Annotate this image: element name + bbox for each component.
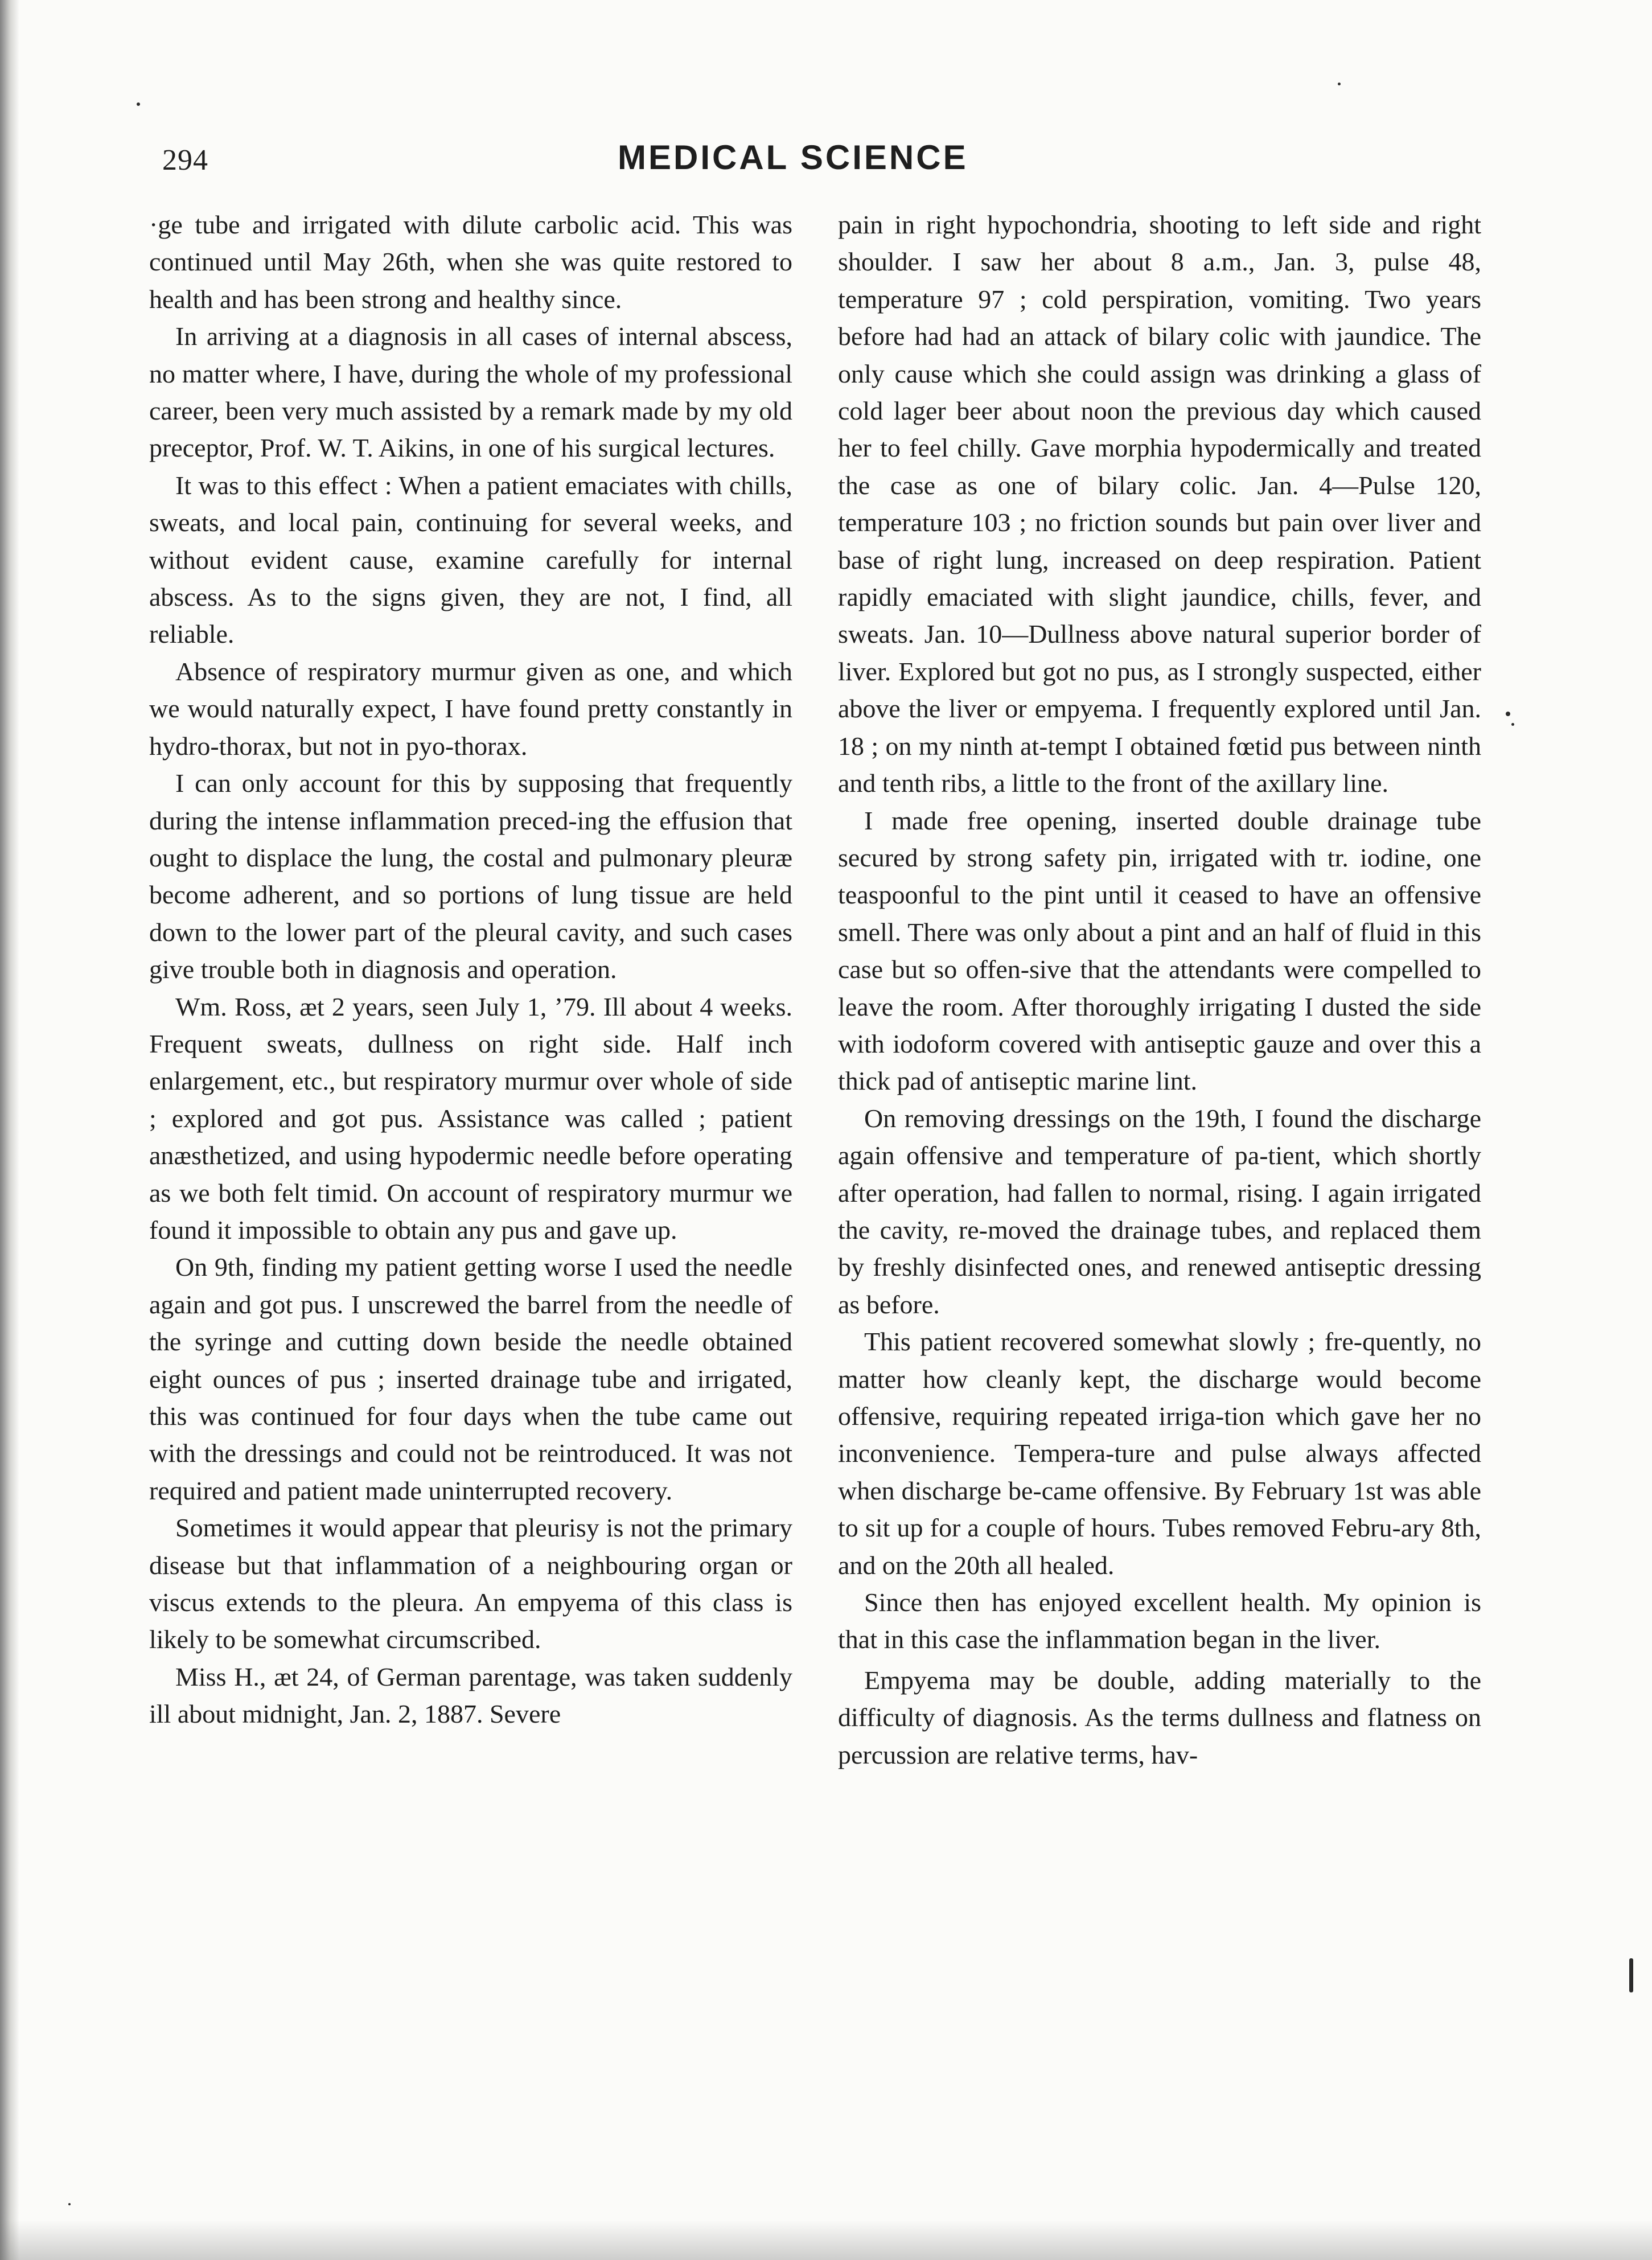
left-column: [149, 206, 792, 1733]
paragraph: I can only account for this by supposing that frequently during the intense inflammation preced-ing the effusion that ought to displace the lung, the costal and pulmonary pleuræ become adherent, and so portions of lung tissue are held down to the lower part of the pleural cavity, and such cases give trouble both in diagnosis and operation.: [149, 769, 792, 984]
paragraph: On removing dressings on the 19th, I found the discharge again offensive and temperature of pa-tient, which shortly after operation, had fallen to normal, rising. I again irrigated the cavity, re-moved the drainage tubes, and replaced them by freshly disinfected ones, and renewed antiseptic dressing as before.: [838, 1103, 1481, 1319]
binding-edge-shadow: [0, 0, 19, 2260]
scan-speck: [1511, 723, 1514, 726]
scan-speck: [1338, 83, 1341, 85]
paragraph: Wm. Ross, æt 2 years, seen July 1, ’79. Ill about 4 weeks. Frequent sweats, dullness on right side. Half inch enlargement, etc., but respiratory murmur over whole of side ; explored and got pus. Assistance was called ; patient anæsthetized, and using hypodermic needle before operating as we both felt timid. On account of respiratory murmur we found it impossible to obtain any pus and gave up.: [149, 992, 792, 1244]
right-column: [838, 206, 1481, 1773]
running-head: MEDICAL SCIENCE: [618, 138, 968, 176]
paragraph: Absence of respiratory murmur given as one, and which we would naturally expect, I have found pretty constantly in hydro-thorax, but not in pyo-thorax.: [149, 656, 792, 761]
scan-speck: [1629, 1958, 1633, 1992]
paragraph: Since then has enjoyed excellent health. My opinion is that in this case the inflammation began in the liver.: [838, 1588, 1481, 1654]
scan-speck: [68, 2203, 71, 2205]
paragraph: I made free opening, inserted double drainage tube secured by strong safety pin, irrigated with tr. iodine, one teaspoonful to the pint until it ceased to have an offensive smell. There was only about a pint and an half of fluid in this case but so offen-sive that the attendants were compelled to leave the room. After thoroughly irrigating I dusted the side with iodoform covered with antiseptic gauze and over this a thick pad of antiseptic marine lint.: [838, 806, 1481, 1096]
paragraph: In arriving at a diagnosis in all cases of internal abscess, no matter where, I have, during the whole of my professional career, been very much assisted by a remark made by my old preceptor, Prof. W. T. Aikins, in one of his surgical lectures.: [149, 322, 792, 463]
scan-speck: [137, 102, 140, 106]
paragraph: This patient recovered somewhat slowly ; fre-quently, no matter how cleanly kept, the discharge would become offensive, requiring repeated irriga-tion which gave her no inconvenience. Tempera-ture and pulse always affected when discharge be-came offensive. By February 1st was able to sit up for a couple of hours. Tubes removed Febru-ary 8th, and on the 20th all healed.: [838, 1327, 1481, 1580]
paragraph: Miss H., æt 24, of German parentage, was taken suddenly ill about midnight, Jan. 2, 1887. Severe: [149, 1662, 792, 1729]
paragraph: On 9th, finding my patient getting worse I used the needle again and got pus. I unscrewed the barrel from the needle of the syringe and cutting down beside the needle obtained eight ounces of pus ; inserted drainage tube and irrigated, this was continued for four days when the tube came out with the dressings and could not be reintroduced. It was not required and patient made uninterrupted recovery.: [149, 1252, 792, 1505]
paragraph: pain in right hypochondria, shooting to left side and right shoulder. I saw her about 8 a.m., Jan. 3, pulse 48, temperature 97 ; cold perspiration, vomiting. Two years before had had an attack of bilary colic with jaundice. The only cause which she could assign was drinking a glass of cold lager beer about noon the previous day which caused her to feel chilly. Gave morphia hypodermically and treated the case as one of bilary colic. Jan. 4—Pulse 120, temperature 103 ; no friction sounds but pain over liver and base of right lung, increased on deep respiration. Patient rapidly emaciated with slight jaundice, chills, fever, and sweats. Jan. 10—Dullness above natural superior border of liver. Explored but got no pus, as I strongly suspected, either above the liver or empyema. I frequently explored until Jan. 18 ; on my ninth at-tempt I obtained fœtid pus between ninth and tenth ribs, a little to the front of the axillary line.: [838, 210, 1481, 798]
paragraph: Empyema may be double, adding materially to the difficulty of diagnosis. As the terms dullness and flatness on percussion are relative terms, hav-: [838, 1665, 1481, 1769]
bottom-edge-shadow: [0, 2220, 1652, 2260]
page-number: 294: [162, 144, 208, 176]
paragraph: It was to this effect : When a patient emaciates with chills, sweats, and local pain, continuing for several weeks, and without evident cause, examine carefully for internal abscess. As to the signs given, they are not, I find, all reliable.: [149, 470, 792, 649]
scan-speck: [1506, 712, 1510, 716]
paragraph: Sometimes it would appear that pleurisy is not the primary disease but that inflammation of a neighbouring organ or viscus extends to the pleura. An empyema of this class is likely to be somewhat circumscribed.: [149, 1513, 792, 1654]
paragraph: ·ge tube and irrigated with dilute carbolic acid. This was continued until May 26th, when she was quite restored to health and has been strong and healthy since.: [149, 210, 792, 314]
